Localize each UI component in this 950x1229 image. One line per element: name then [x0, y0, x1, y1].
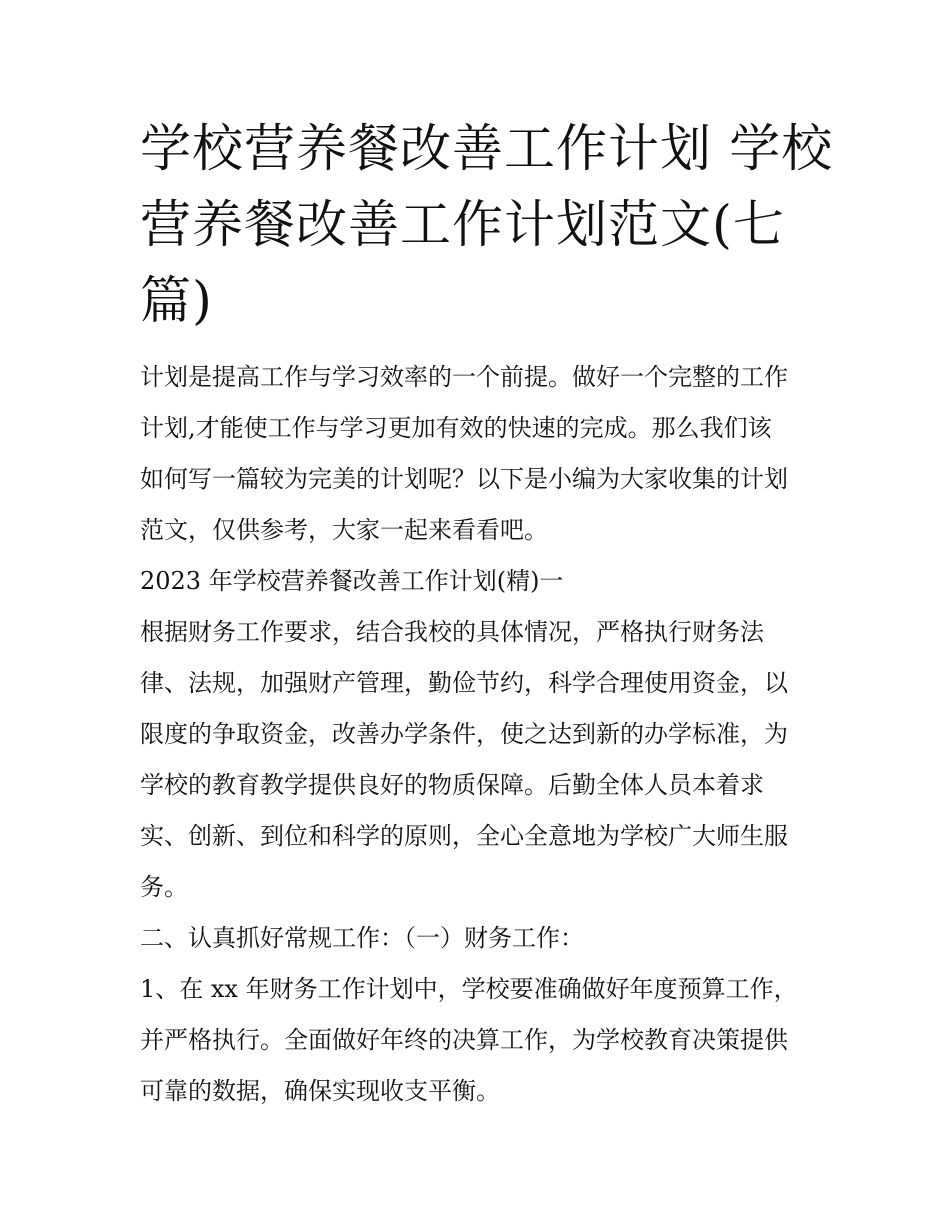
text-line: 并严格执行。全面做好年终的决算工作，为学校教育决策提供	[140, 1026, 788, 1054]
text-line: 1、在 xx 年财务工作计划中，学校要准确做好年度预算工作，	[140, 975, 798, 1003]
paragraph-financial-principles	[140, 607, 820, 913]
text-line: 计划,才能使工作与学习更加有效的快速的完成。那么我们该	[140, 414, 772, 442]
text-line: 学校的教育教学提供良好的物质保障。后勤全体人员本着求	[140, 771, 764, 799]
subheading: 二、认真抓好常规工作：（一）财务工作：	[140, 924, 584, 952]
text-line: 律、法规，加强财产管理，勤俭节约，科学合理使用资金，以	[140, 669, 788, 697]
text-line: 计划是提高工作与学习效率的一个前提。做好一个完整的工作	[140, 363, 788, 391]
section-heading: 2023 年学校营养餐改善工作计划(精)一	[140, 567, 564, 595]
text-line: 限度的争取资金，改善办学条件，使之达到新的办学标准，为	[140, 720, 788, 748]
text-line: 范文，仅供参考，大家一起来看看吧。	[140, 516, 548, 544]
document-body	[140, 352, 820, 1117]
title-line: 学校营养餐改善工作计划 学校	[140, 120, 834, 179]
paragraph-budget	[140, 964, 820, 1117]
document-title	[140, 112, 834, 340]
text-line: 可靠的数据，确保实现收支平衡。	[140, 1077, 500, 1105]
title-line: 篇)	[140, 272, 213, 331]
text-line: 根据财务工作要求，结合我校的具体情况，严格执行财务法	[140, 618, 764, 646]
text-line: 如何写一篇较为完美的计划呢？以下是小编为大家收集的计划	[140, 465, 788, 493]
title-line: 营养餐改善工作计划范文(七	[140, 196, 785, 255]
intro-paragraph	[140, 352, 820, 556]
text-line: 实、创新、到位和科学的原则，全心全意地为学校广大师生服	[140, 822, 788, 850]
text-line: 务。	[140, 873, 188, 901]
